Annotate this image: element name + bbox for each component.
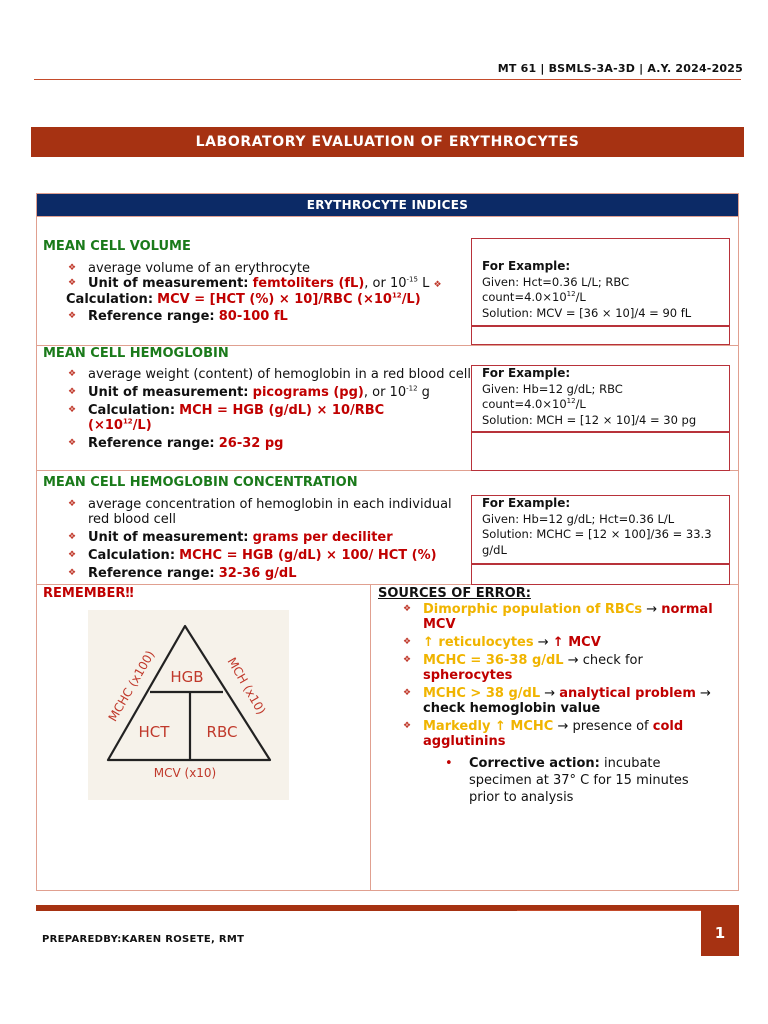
sources-title: SOURCES OF ERROR: bbox=[378, 586, 531, 601]
page-number: 1 bbox=[701, 910, 739, 956]
footer-bar bbox=[36, 905, 517, 911]
triangle-top: HGB bbox=[170, 668, 204, 686]
list-item: ❖ Markedly ↑ MCHC → presence of cold agglutinins bbox=[403, 719, 684, 749]
example-rule bbox=[472, 431, 729, 433]
mch-title: MEAN CELL HEMOGLOBIN bbox=[43, 346, 229, 361]
mchc-list bbox=[66, 497, 466, 581]
table-rule bbox=[37, 216, 738, 217]
list-item: ❖ average volume of an erythrocyte bbox=[68, 261, 310, 276]
mchc-example: For Example: Given: Hb=12 g/dL; Hct=0.36 L/L Solution: MCHC = [12 × 100]/36 = 33.3 g/dL bbox=[482, 496, 712, 557]
list-item: ❖ Unit of measurement: picograms (pg), or $10^{-12}$ g bbox=[68, 384, 430, 400]
remember-label: REMEMBER‼ bbox=[43, 586, 134, 601]
triangle-right: RBC bbox=[206, 723, 238, 741]
prepared-by: PREPAREDBY:KAREN ROSETE, RMT bbox=[42, 934, 245, 945]
triangle-left: HCT bbox=[138, 723, 170, 741]
list-item: ❖ MCHC = 36-38 g/dL → check for spherocytes bbox=[403, 653, 643, 683]
page-title: LABORATORY EVALUATION OF ERYTHROCYTES bbox=[31, 127, 744, 157]
indices-header: ERYTHROCYTE INDICES bbox=[37, 194, 738, 216]
mch-list bbox=[66, 367, 472, 451]
list-item: ❖ Calculation: MCH = HGB (g/dL) × 10/RBC $(\times 10^{12}/L)$ bbox=[68, 403, 385, 433]
list-item: ❖ average weight (content) of hemoglobin in a red blood cell bbox=[68, 367, 471, 382]
list-item: ❖ Reference range: 80-100 fL bbox=[68, 309, 288, 324]
course-header: MT 61 | BSMLS-3A-3D | A.Y. 2024-2025 bbox=[497, 62, 743, 75]
header-rule bbox=[34, 79, 741, 80]
corrective-action: • Corrective action: incubate specimen at 37° C for 15 minutes prior to analysis bbox=[445, 756, 689, 805]
list-item: ❖ MCHC > 38 g/dL → analytical problem → check hemoglobin value bbox=[403, 686, 711, 716]
mcv-list-ref bbox=[66, 309, 466, 324]
mcv-calculation: Calculation: MCV = [HCT (%) × 10]/RBC $(\times 10^{12}/L)$ bbox=[66, 291, 421, 307]
list-item: ❖ ↑ reticulocytes → ↑ MCV bbox=[403, 635, 601, 650]
list-item: ❖ Unit of measurement: grams per deciliter bbox=[68, 530, 393, 545]
triangle-right-side: MCH (x10) bbox=[224, 655, 269, 717]
footer-rule bbox=[517, 910, 701, 911]
list-item: ❖ Dimorphic population of RBCs → normal MCV bbox=[403, 602, 713, 632]
list-item: ❖ Unit of measurement: femtoliters (fL), or $10^{-15}$ L ❖ bbox=[68, 275, 442, 291]
mchc-title: MEAN CELL HEMOGLOBIN CONCENTRATION bbox=[43, 475, 358, 490]
mcv-list bbox=[66, 261, 476, 293]
mch-example: For Example: Given: Hb=12 g/dL; RBC $count=4.0\times 10^{12}/L$ Solution: MCH = [12 × 10]/4 = 30 pg bbox=[482, 366, 697, 427]
list-item: ❖ Reference range: 32-36 g/dL bbox=[68, 566, 297, 581]
mcv-title: MEAN CELL VOLUME bbox=[43, 239, 191, 254]
table-divider bbox=[370, 585, 371, 890]
example-rule bbox=[472, 325, 729, 327]
list-item: ❖ Reference range: 26-32 pg bbox=[68, 436, 284, 451]
list-item: ❖ average concentration of hemoglobin in each individual red blood cell bbox=[68, 497, 452, 527]
example-rule bbox=[472, 563, 729, 565]
mcv-example: For Example: Given: Hct=0.36 L/L; RBC $count=4.0\times 10^{12}/L$ Solution: MCV = [36 × 10]/4 = 90 fL bbox=[482, 259, 692, 320]
triangle-bottom: MCV (x10) bbox=[153, 766, 217, 780]
triangle-diagram bbox=[88, 610, 289, 800]
triangle-left-side: MCHC (x100) bbox=[105, 648, 158, 724]
sources-list bbox=[401, 602, 735, 749]
triangle-svg bbox=[88, 610, 289, 800]
list-item: ❖ Calculation: MCHC = HGB (g/dL) × 100/ HCT (%) bbox=[68, 548, 437, 563]
